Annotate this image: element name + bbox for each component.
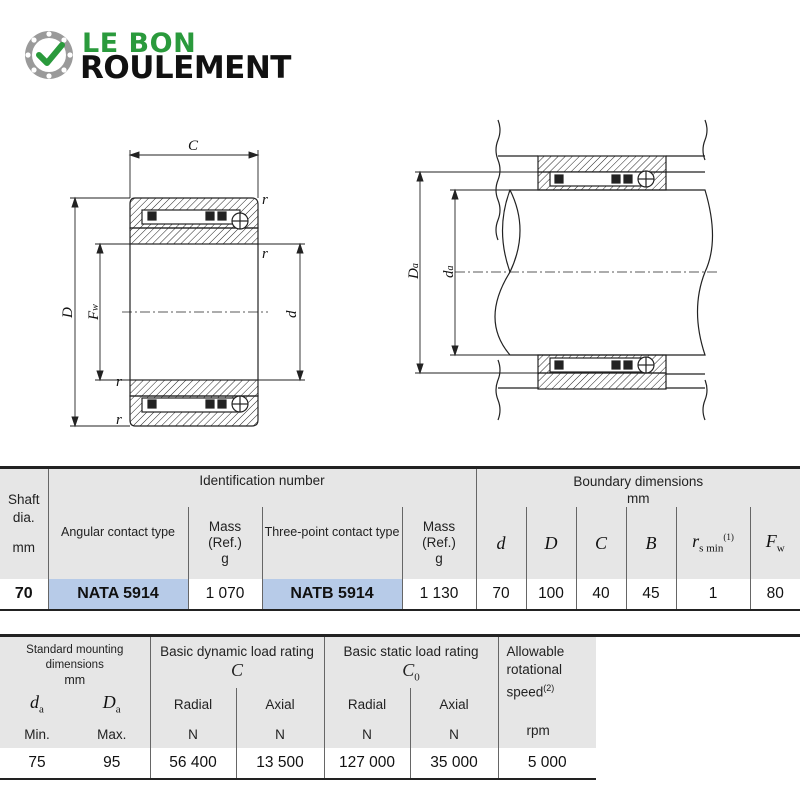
angular-contact-type-header: Angular contact type	[48, 507, 188, 579]
col-da: $d_a$	[0, 688, 74, 720]
mass-header-2: Mass (Ref.) g	[402, 507, 476, 579]
right-mounting-section	[455, 120, 720, 420]
dim-r-2: r	[262, 246, 268, 262]
nata-designation: NATA 5914	[48, 579, 188, 610]
col-stat-radial: Radial	[324, 688, 410, 720]
table-row	[0, 579, 800, 610]
dim-Fw: Fw	[86, 304, 102, 320]
value-dyn-axial: 13 500	[236, 748, 324, 779]
natb-mass: 1 130	[402, 579, 476, 610]
std-mounting-header: Standard mounting dimensions mm	[0, 636, 150, 689]
shaft-dia-header: Shaft dia. mm	[0, 468, 48, 580]
col-Fw: $F_w$	[750, 507, 800, 579]
boundary-dimensions-header: Boundary dimensions mm	[476, 468, 800, 508]
col-B: B	[626, 507, 676, 579]
bearing-drawing	[0, 110, 800, 450]
shaft-value: 70	[0, 579, 48, 610]
dim-d: d	[284, 310, 300, 318]
col-rs-min: $r_{s min}^{(1)}$	[676, 507, 750, 579]
value-D: 100	[526, 579, 576, 610]
unit-dyn-radial: N	[150, 720, 236, 748]
left-bearing-section	[122, 198, 268, 426]
unit-stat-radial: N	[324, 720, 410, 748]
min-label: Min.	[0, 720, 74, 748]
three-point-contact-type-header: Three-point contact type	[262, 507, 402, 579]
col-C: C	[576, 507, 626, 579]
dim-r-3: r	[116, 374, 122, 390]
value-C: 40	[576, 579, 626, 610]
value-rs: 1	[676, 579, 750, 610]
logo-line-1: LE BON	[82, 28, 197, 59]
value-Fw: 80	[750, 579, 800, 610]
col-stat-axial: Axial	[410, 688, 498, 720]
col-dyn-radial: Radial	[150, 688, 236, 720]
dynamic-load-header: Basic dynamic load rating C	[150, 636, 324, 689]
dim-da: da	[441, 265, 457, 278]
dim-r-1: r	[262, 192, 268, 208]
col-d: d	[476, 507, 526, 579]
identification-number-header: Identification number	[48, 468, 476, 508]
bearing-check-icon	[22, 28, 76, 82]
load-rating-table	[0, 634, 800, 780]
value-d: 70	[476, 579, 526, 610]
value-stat-radial: 127 000	[324, 748, 410, 779]
value-speed: 5 000	[498, 748, 596, 779]
brand-logo	[22, 26, 302, 86]
dim-Da: Da	[406, 263, 422, 279]
col-dyn-axial: Axial	[236, 688, 324, 720]
dim-D: D	[60, 307, 76, 318]
unit-stat-axial: N	[410, 720, 498, 748]
value-stat-axial: 35 000	[410, 748, 498, 779]
value-B: 45	[626, 579, 676, 610]
value-Da: 95	[74, 748, 150, 779]
dim-C: C	[188, 138, 199, 154]
max-label: Max.	[74, 720, 150, 748]
col-D: D	[526, 507, 576, 579]
value-da: 75	[0, 748, 74, 779]
logo-line-2: ROULEMENT	[80, 50, 291, 86]
value-dyn-radial: 56 400	[150, 748, 236, 779]
mass-header-1: Mass (Ref.) g	[188, 507, 262, 579]
allowable-speed-header: Allowable rotational speed$^{(2)}$ rpm	[498, 636, 596, 749]
nata-mass: 1 070	[188, 579, 262, 610]
dim-r-4: r	[116, 412, 122, 428]
col-Da: $D_a$	[74, 688, 150, 720]
identification-table	[0, 466, 800, 611]
static-load-header: Basic static load rating $C_0$	[324, 636, 498, 689]
natb-designation: NATB 5914	[262, 579, 402, 610]
unit-dyn-axial: N	[236, 720, 324, 748]
